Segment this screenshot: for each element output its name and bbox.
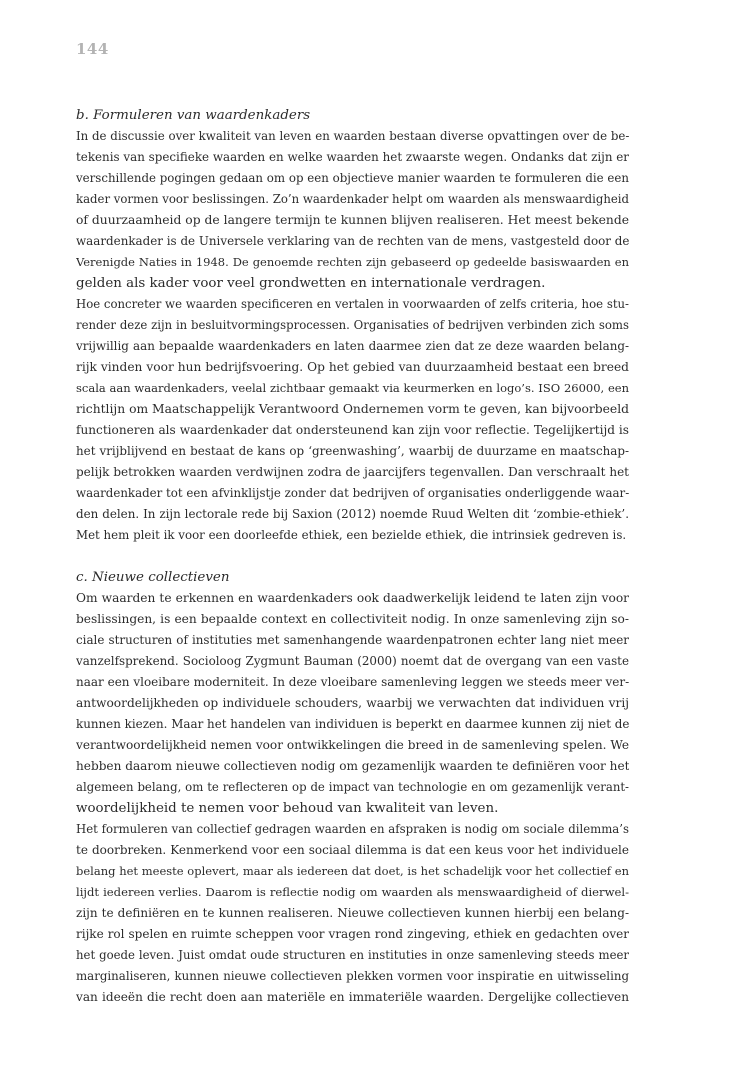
section-heading: c. Nieuwe collectieven: [76, 570, 230, 585]
text-line: hebben daarom nieuwe collectieven nodig om gezamenlijk waarden te definiëren voor het: [76, 759, 629, 773]
text-line: Met hem pleit ik voor een doorleefde ethiek, een bezielde ethiek, die intrinsiek gedreven is.: [76, 528, 627, 542]
text-line: Om waarden te erkennen en waardenkaders ook daadwerkelijk leidend te laten zijn voor: [76, 591, 629, 605]
text-line: verschillende pogingen gedaan om op een objectieve manier waarden te formuleren die een: [76, 171, 629, 185]
text-line: antwoordelijkheden op individuele schouders, waarbij we verwachten dat individuen vrij: [76, 696, 629, 710]
text-line: pelijk betrokken waarden verdwijnen zodra de jaarcijfers tegenvallen. Dan verschraalt het: [76, 465, 629, 479]
section: [76, 567, 629, 1008]
paragraph: [76, 588, 629, 819]
text-line: In de discussie over kwaliteit van leven en waarden bestaan diverse opvattingen over de be-: [76, 129, 629, 143]
text-line: richtlijn om Maatschappelijk Verantwoord Ondernemen vorm te geven, kan bijvoorbeeld: [76, 402, 629, 416]
text-line: waardenkader tot een afvinklijstje zonder dat bedrijven of organisaties onderliggende waar-: [76, 486, 629, 500]
section: [76, 105, 629, 546]
section-heading: b. Formuleren van waardenkaders: [76, 108, 311, 123]
text-line: vanzelfsprekend. Socioloog Zygmunt Bauman (2000) noemt dat de overgang van een vaste: [76, 654, 629, 668]
text-line: Het formuleren van collectief gedragen waarden en afspraken is nodig om sociale dilemma’s: [76, 822, 629, 836]
text-line: tekenis van specifieke waarden en welke waarden het zwaarste wegen. Ondanks dat zijn er: [76, 150, 629, 164]
text-line: of duurzaamheid op de langere termijn te kunnen blijven realiseren. Het meest bekende: [76, 213, 629, 227]
text-line: render deze zijn in besluitvormingsprocessen. Organisaties of bedrijven verbinden zich soms: [76, 318, 629, 332]
text-line: het goede leven. Juist omdat oude structuren en instituties in onze samenleving steeds meer: [76, 948, 629, 962]
text-line: naar een vloeibare moderniteit. In deze vloeibare samenleving leggen we steeds meer ver-: [76, 675, 629, 689]
text-line: verantwoordelijkheid nemen voor ontwikkelingen die breed in de samenleving spelen. We: [76, 738, 629, 752]
text-line: gelden als kader voor veel grondwetten en internationale verdragen.: [76, 276, 546, 291]
paragraph: [76, 294, 629, 546]
text-line: ciale structuren of instituties met samenhangende waardenpatronen echter lang niet meer: [76, 633, 629, 647]
text-line: Verenigde Naties in 1948. De genoemde rechten zijn gebaseerd op gedeelde basiswaarden en: [76, 255, 629, 269]
text-line: Hoe concreter we waarden specificeren en vertalen in voorwaarden of zelfs criteria, hoe stu-: [76, 297, 629, 311]
text-line: rijke rol spelen en ruimte scheppen voor vragen rond zingeving, ethiek en gedachten over: [76, 927, 629, 941]
text-line: woordelijkheid te nemen voor behoud van kwaliteit van leven.: [76, 801, 499, 816]
text-line: te doorbreken. Kenmerkend voor een sociaal dilemma is dat een keus voor het individuele: [76, 843, 629, 857]
text-line: van ideeën die recht doen aan materiële en immateriële waarden. Dergelijke collectieven: [76, 990, 629, 1004]
text-line: belang het meeste oplevert, maar als iedereen dat doet, is het schadelijk voor het collectief en: [76, 864, 629, 878]
text-line: kunnen kiezen. Maar het handelen van individuen is beperkt en daarmee kunnen zij niet de: [76, 717, 629, 731]
text-line: functioneren als waardenkader dat ondersteunend kan zijn voor reflectie. Tegelijkertijd is: [76, 423, 629, 437]
page-content: [76, 105, 629, 1008]
text-line: waardenkader is de Universele verklaring van de rechten van de mens, vastgesteld door de: [76, 234, 629, 248]
text-line: beslissingen, is een bepaalde context en collectiviteit nodig. In onze samenleving zijn so-: [76, 612, 629, 626]
page-number: 144: [76, 40, 109, 58]
text-line: lijdt iedereen verlies. Daarom is reflectie nodig om waarden als menswaardigheid of dierwel-: [76, 885, 629, 899]
text-line: scala aan waardenkaders, veelal zichtbaar gemaakt via keurmerken en logo’s. ISO 26000, een: [76, 381, 629, 395]
text-line: zijn te definiëren en te kunnen realiseren. Nieuwe collectieven kunnen hierbij een belang-: [76, 906, 629, 920]
text-line: vrijwillig aan bepaalde waardenkaders en laten daarmee zien dat ze deze waarden belang-: [76, 339, 629, 353]
text-line: rijk vinden voor hun bedrijfsvoering. Op het gebied van duurzaamheid bestaat een breed: [76, 360, 629, 374]
text-line: kader vormen voor beslissingen. Zo’n waardenkader helpt om waarden als menswaardigheid: [76, 192, 629, 206]
text-line: marginaliseren, kunnen nieuwe collectieven plekken vormen voor inspiratie en uitwisseling: [76, 969, 629, 983]
paragraph: [76, 126, 629, 294]
text-line: het vrijblijvend en bestaat de kans op ‘greenwashing’, waarbij de duurzame en maatschap-: [76, 444, 629, 458]
paragraph: [76, 819, 629, 1008]
text-line: den delen. In zijn lectorale rede bij Saxion (2012) noemde Ruud Welten dit ‘zombie-ethiek’.: [76, 507, 629, 521]
text-line: algemeen belang, om te reflecteren op de impact van technologie en om gezamenlijk verant-: [76, 780, 629, 794]
